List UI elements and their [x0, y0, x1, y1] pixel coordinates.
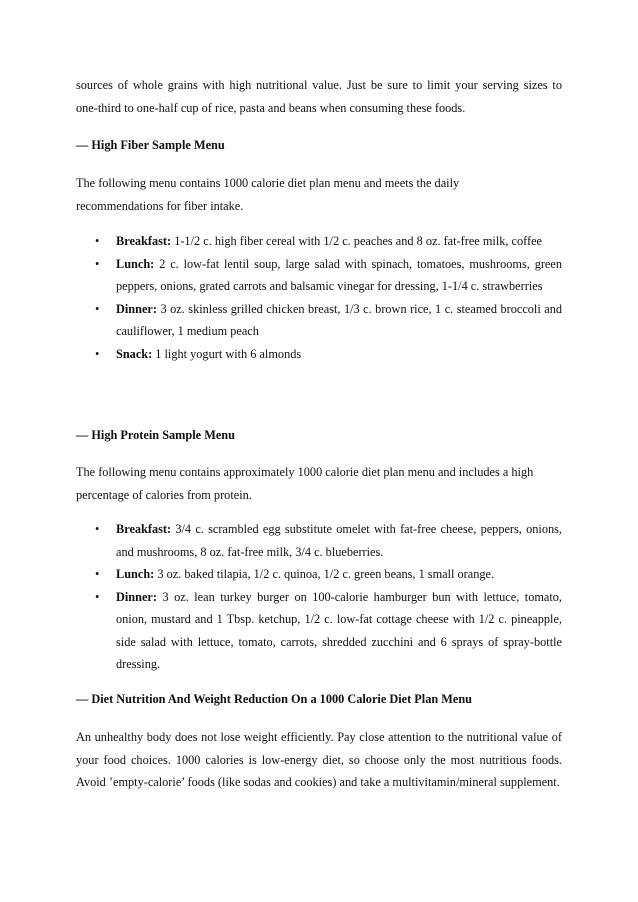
protein-desc-line-2: percentage of calories from protein.	[76, 487, 252, 502]
nutrition-paragraph: An unhealthy body does not lose weight efficiently. Pay close attention to the nutritional value of your food choices. 1000 calories is low-energy diet, so choose only the most nutritious foods. Avoid ’empty-calorie’ foods (like sodas and cookies) and take a multivitamin/mineral supplement.	[76, 730, 562, 789]
bullet-icon: •	[95, 234, 100, 248]
meal-label: Breakfast:	[116, 522, 172, 536]
intro-paragraph	[76, 74, 562, 119]
bullet-icon: •	[95, 301, 100, 316]
bullet-icon: •	[95, 567, 100, 581]
meal-text: 3 oz. baked tilapia, 1/2 c. quinoa, 1/2 c. green beans, 1 small orange.	[157, 567, 495, 581]
fiber-heading: — High Fiber Sample Menu	[76, 138, 225, 152]
nutrition-heading: — Diet Nutrition And Weight Reduction On a 1000 Calorie Diet Plan Menu	[76, 692, 473, 706]
protein-menu-list	[76, 518, 562, 676]
fiber-menu-list	[76, 230, 562, 365]
meal-label: Dinner:	[116, 589, 157, 604]
list-item	[76, 518, 562, 563]
list-item	[76, 298, 562, 343]
list-item	[76, 586, 562, 676]
meal-text: 3 oz. lean turkey burger on 100-calorie hamburger bun with lettuce, tomato, onion, mustard and 1 Tbsp. ketchup, 1/2 c. low-fat cottage cheese with 1/2 c. pineapple, side salad with lettuce, tomato, carrots, shredded zucchini and 6 sprays of spray-bottle dressing.	[116, 589, 563, 671]
fiber-desc-line-1: The following menu contains 1000 calorie diet plan menu and meets the daily	[76, 176, 460, 190]
bullet-icon: •	[95, 589, 100, 604]
meal-text: 2 c. low-fat lentil soup, large salad with spinach, tomatoes, mushrooms, green peppers, onions, grated carrots and balsamic vinegar for dressing, 1-1/4 c. strawberries	[116, 256, 562, 293]
meal-label: Snack:	[116, 346, 153, 361]
protein-description	[76, 461, 562, 506]
meal-text: 3/4 c. scrambled egg substitute omelet with fat-free cheese, peppers, onions, and mushrooms, 8 oz. fat-free milk, 3/4 c. blueberries.	[116, 522, 562, 559]
list-item	[76, 230, 562, 253]
protein-desc-line-1: The following menu contains approximately 1000 calorie diet plan menu and includes a high	[76, 465, 534, 479]
list-item	[76, 343, 562, 366]
meal-label: Dinner:	[116, 301, 157, 316]
meal-label: Lunch:	[116, 256, 155, 271]
list-item	[76, 563, 562, 586]
bullet-icon: •	[95, 522, 100, 536]
meal-label: Breakfast:	[116, 234, 172, 248]
meal-label: Lunch:	[116, 567, 155, 581]
bullet-icon: •	[95, 346, 100, 361]
meal-text: 1 light yogurt with 6 almonds	[155, 346, 302, 361]
intro-line-1: sources of whole grains with high nutritional value. Just be sure to limit your serving sizes to	[76, 78, 562, 92]
fiber-desc-line-2: recommendations for fiber intake.	[76, 198, 244, 213]
bullet-icon: •	[95, 256, 100, 271]
intro-line-2: one-third to one-half cup of rice, pasta and beans when consuming these foods.	[76, 100, 466, 115]
protein-heading: — High Protein Sample Menu	[76, 428, 235, 442]
list-item	[76, 253, 562, 298]
meal-text: 1-1/2 c. high fiber cereal with 1/2 c. peaches and 8 oz. fat-free milk, coffee	[174, 234, 543, 248]
fiber-description	[76, 172, 562, 217]
meal-text: 3 oz. skinless grilled chicken breast, 1/3 c. brown rice, 1 c. steamed broccoli and cauliflower, 1 medium peach	[116, 301, 563, 338]
